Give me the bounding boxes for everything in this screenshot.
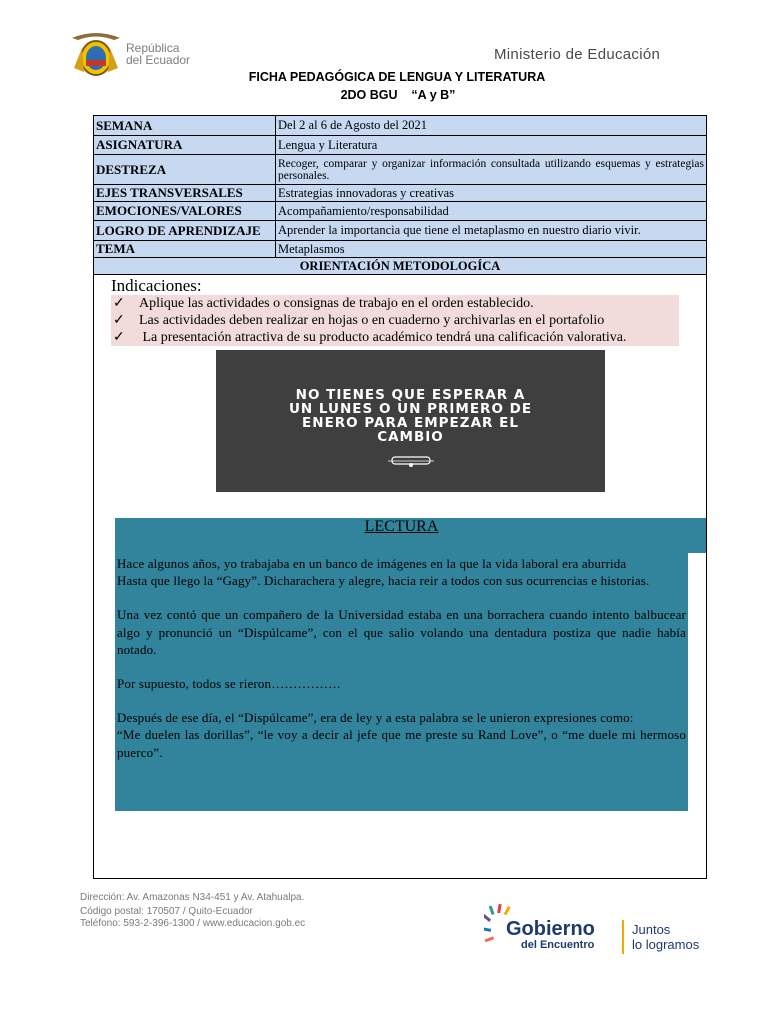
- table-row: [94, 136, 707, 155]
- table-row: [94, 155, 707, 185]
- list-item-text: Aplique las actividades o consignas de trabajo en el orden establecido.: [139, 296, 534, 311]
- checkmark-icon: ✓: [113, 313, 125, 328]
- row-value: Recoger, comparar y organizar información consultada utilizando esquemas y estrategias personales.: [276, 155, 707, 185]
- info-table: [93, 115, 707, 275]
- lectura-body: [115, 553, 688, 811]
- table-row: [94, 258, 707, 275]
- checkmark-icon: ✓: [113, 296, 125, 311]
- document-title: FICHA PEDAGÓGICA DE LENGUA Y LITERATURA: [248, 70, 546, 84]
- list-item: [111, 329, 679, 346]
- table-row: [94, 221, 707, 241]
- row-value: Acompañamiento/responsabilidad: [276, 202, 707, 221]
- row-key: ASIGNATURA: [94, 136, 276, 155]
- row-value: Estrategias innovadoras y creativas: [276, 185, 707, 202]
- indicaciones-title: Indicaciones:: [111, 276, 202, 295]
- motivational-poster: [216, 350, 605, 492]
- list-item: [111, 295, 679, 312]
- row-key: TEMA: [94, 241, 276, 258]
- list-item-text: La presentación atractiva de su producto académico tendrá una calificación valorativa.: [139, 330, 627, 345]
- slogan-line-2: lo logramos: [632, 937, 700, 952]
- table-row: [94, 185, 707, 202]
- paragraph: Una vez contó que un compañero de la Universidad estaba en una borrachera cuando intento balbucear algo y pronunció un “Dispúlcame”, con el que salio volando una dentadura postiza que nadie había notado.: [117, 607, 686, 657]
- checkmark-icon: ✓: [113, 330, 125, 345]
- row-value: Aprender la importancia que tiene el metaplasmo en nuestro diario vivir.: [276, 221, 707, 241]
- row-key: EJES TRANSVERSALES: [94, 185, 276, 202]
- logo-divider: [622, 920, 624, 954]
- table-row: [94, 241, 707, 258]
- row-value: Lengua y Literatura: [276, 136, 707, 155]
- row-key: DESTREZA: [94, 155, 276, 185]
- ministerio-logo: Ministerio de Educación: [494, 46, 661, 63]
- slogan: [632, 922, 699, 952]
- postal-text: Código postal: 170507 / Quito-Ecuador: [80, 906, 253, 917]
- row-value: Del 2 al 6 de Agosto del 2021: [276, 116, 707, 136]
- slogan-line-1: Juntos: [632, 922, 671, 937]
- brand-logo-icon: [386, 454, 436, 468]
- row-value: Metaplasmos: [276, 241, 707, 258]
- row-key: LOGRO DE APRENDIZAJE: [94, 221, 276, 241]
- phone-text: Teléfono: 593-2-396-1300 / www.educacion.gob.ec: [80, 918, 306, 929]
- ecuador-text: del Ecuador: [126, 53, 191, 67]
- orientacion-heading: ORIENTACIÓN METODOLOGÍCA: [94, 258, 707, 275]
- republica-text: República: [126, 41, 180, 55]
- poster-text: NO TIENES QUE ESPERAR A UN LUNES O UN PRIMERO DE ENERO PARA EMPEZAR EL CAMBIO: [288, 387, 533, 445]
- paragraph: Hace algunos años, yo trabajaba en un banco de imágenes en la que la vida laboral era aburrida: [117, 556, 627, 571]
- table-row: [94, 116, 707, 136]
- row-key: EMOCIONES/VALORES: [94, 202, 276, 221]
- document-subtitle: 2DO BGU “A y B”: [340, 88, 456, 102]
- footer-address: [80, 892, 305, 930]
- lectura-title: LECTURA: [364, 518, 439, 535]
- gobierno-logo: [484, 900, 724, 956]
- paragraph: “Me duelen las dorillas”, “le voy a decir al jefe que me preste su Rand Love”, o “me duele mi hermoso puerco”.: [117, 727, 686, 760]
- row-key: SEMANA: [94, 116, 276, 136]
- encuentro-text: del Encuentro: [521, 939, 595, 951]
- indicaciones-list: [111, 295, 679, 346]
- paragraph: Después de ese día, el “Dispúlcame”, era de ley y a esta palabra se le unieron expresiones como:: [117, 710, 634, 726]
- paragraph: Hasta que llego la “Gagy”. Dicharachera y alegre, hacia reir a todos con sus ocurrencias e historias.: [117, 573, 650, 589]
- paragraph: Por supuesto, todos se rieron…………….: [117, 676, 341, 692]
- table-row: [94, 202, 707, 221]
- address-text: Dirección: Av. Amazonas N34-451 y Av. Atahualpa.: [80, 892, 305, 903]
- list-item-text: Las actividades deben realizar en hojas o en cuaderno y archivarlas en el portafolio: [139, 313, 605, 328]
- list-item: [111, 312, 679, 329]
- gobierno-text: Gobierno: [506, 918, 595, 940]
